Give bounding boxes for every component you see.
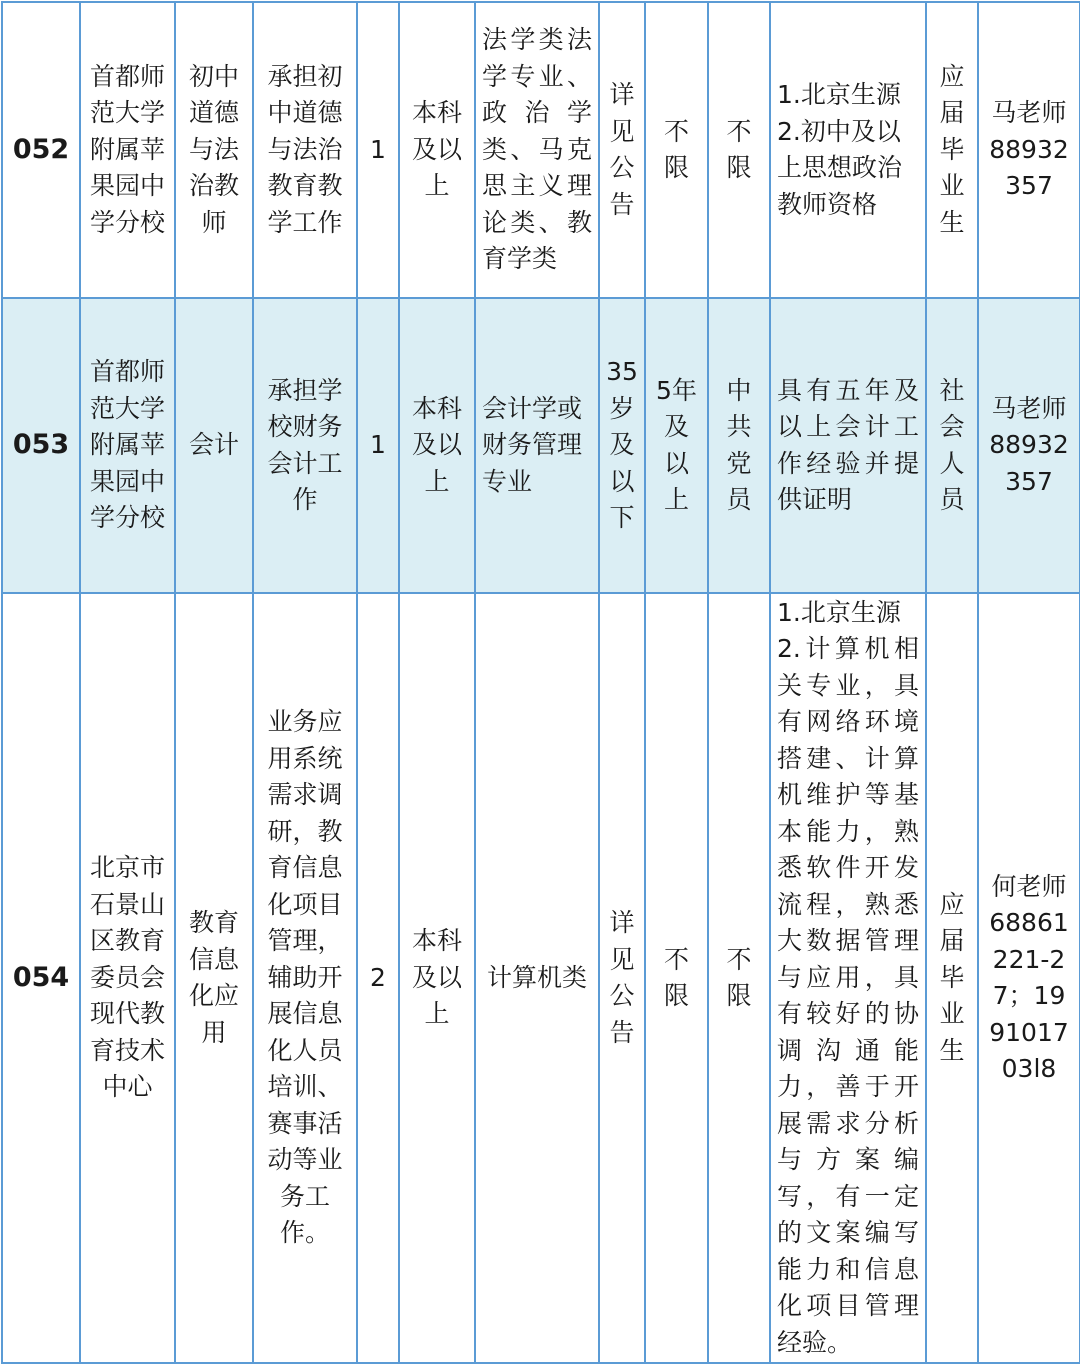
unit-name: 首都师范大学附属苹果园中学分校 [80, 298, 175, 593]
education-requirement: 本科及以上 [399, 593, 475, 1363]
other-requirement-line: 1.北京生源 [777, 597, 901, 627]
political-requirement: 不限 [708, 2, 770, 298]
table-row [2, 298, 1080, 593]
age-requirement: 35岁及以下 [599, 298, 645, 593]
position-id: 053 [2, 298, 80, 593]
unit-name: 北京市石景山区教育委员会现代教育技术中心 [80, 593, 175, 1363]
age-requirement: 详见公告 [599, 593, 645, 1363]
experience-requirement: 不限 [645, 593, 708, 1363]
other-requirements [770, 593, 926, 1363]
contact-info: 马老师88932357 [978, 298, 1080, 593]
position-id: 054 [2, 593, 80, 1363]
position-name: 教育信息化应用 [175, 593, 253, 1363]
experience-requirement: 不限 [645, 2, 708, 298]
major-requirement: 会计学或财务管理专业 [475, 298, 599, 593]
hire-count: 1 [357, 2, 399, 298]
experience-requirement: 5年及以上 [645, 298, 708, 593]
major-requirement: 计算机类 [475, 593, 599, 1363]
table-row [2, 2, 1080, 298]
duty-description: 承担初中道德与法治教育教学工作 [253, 2, 357, 298]
target-applicants: 社会人员 [926, 298, 978, 593]
age-requirement: 详见公告 [599, 2, 645, 298]
recruitment-table [1, 1, 1080, 1364]
contact-info: 何老师68861221-27；199101703l8 [978, 593, 1080, 1363]
table-row [2, 593, 1080, 1363]
other-requirements: 具有五年及以上会计工作经验并提供证明 [770, 298, 926, 593]
hire-count: 1 [357, 298, 399, 593]
duty-description: 业务应用系统需求调研，教育信息化项目管理，辅助开展信息化人员培训、赛事活动等业务工作。 [253, 593, 357, 1363]
unit-name: 首都师范大学附属苹果园中学分校 [80, 2, 175, 298]
major-requirement: 法学类法学专业、政治学类、马克思主义理论类、教育学类 [475, 2, 599, 298]
position-name: 初中道德与法治教师 [175, 2, 253, 298]
other-requirements [770, 2, 926, 298]
duty-description: 承担学校财务会计工作 [253, 298, 357, 593]
other-requirement-line: 2.计算机相关专业，具有网络环境搭建、计算机维护等基本能力，熟悉软件开发流程，熟悉大数据管理与应用，具有较好的协调沟通能力，善于开展需求分析与方案编写，有一定的文案编写能力和信息化项目管理经验。 [777, 634, 919, 1357]
political-requirement: 中共党员 [708, 298, 770, 593]
target-applicants: 应届毕业生 [926, 593, 978, 1363]
political-requirement: 不限 [708, 593, 770, 1363]
education-requirement: 本科及以上 [399, 298, 475, 593]
contact-info: 马老师88932357 [978, 2, 1080, 298]
education-requirement: 本科及以上 [399, 2, 475, 298]
position-name: 会计 [175, 298, 253, 593]
hire-count: 2 [357, 593, 399, 1363]
other-requirement-line: 1.北京生源 [777, 80, 901, 109]
other-requirement-line: 2.初中及以上思想政治教师资格 [777, 116, 903, 219]
target-applicants: 应届毕业生 [926, 2, 978, 298]
position-id: 052 [2, 2, 80, 298]
